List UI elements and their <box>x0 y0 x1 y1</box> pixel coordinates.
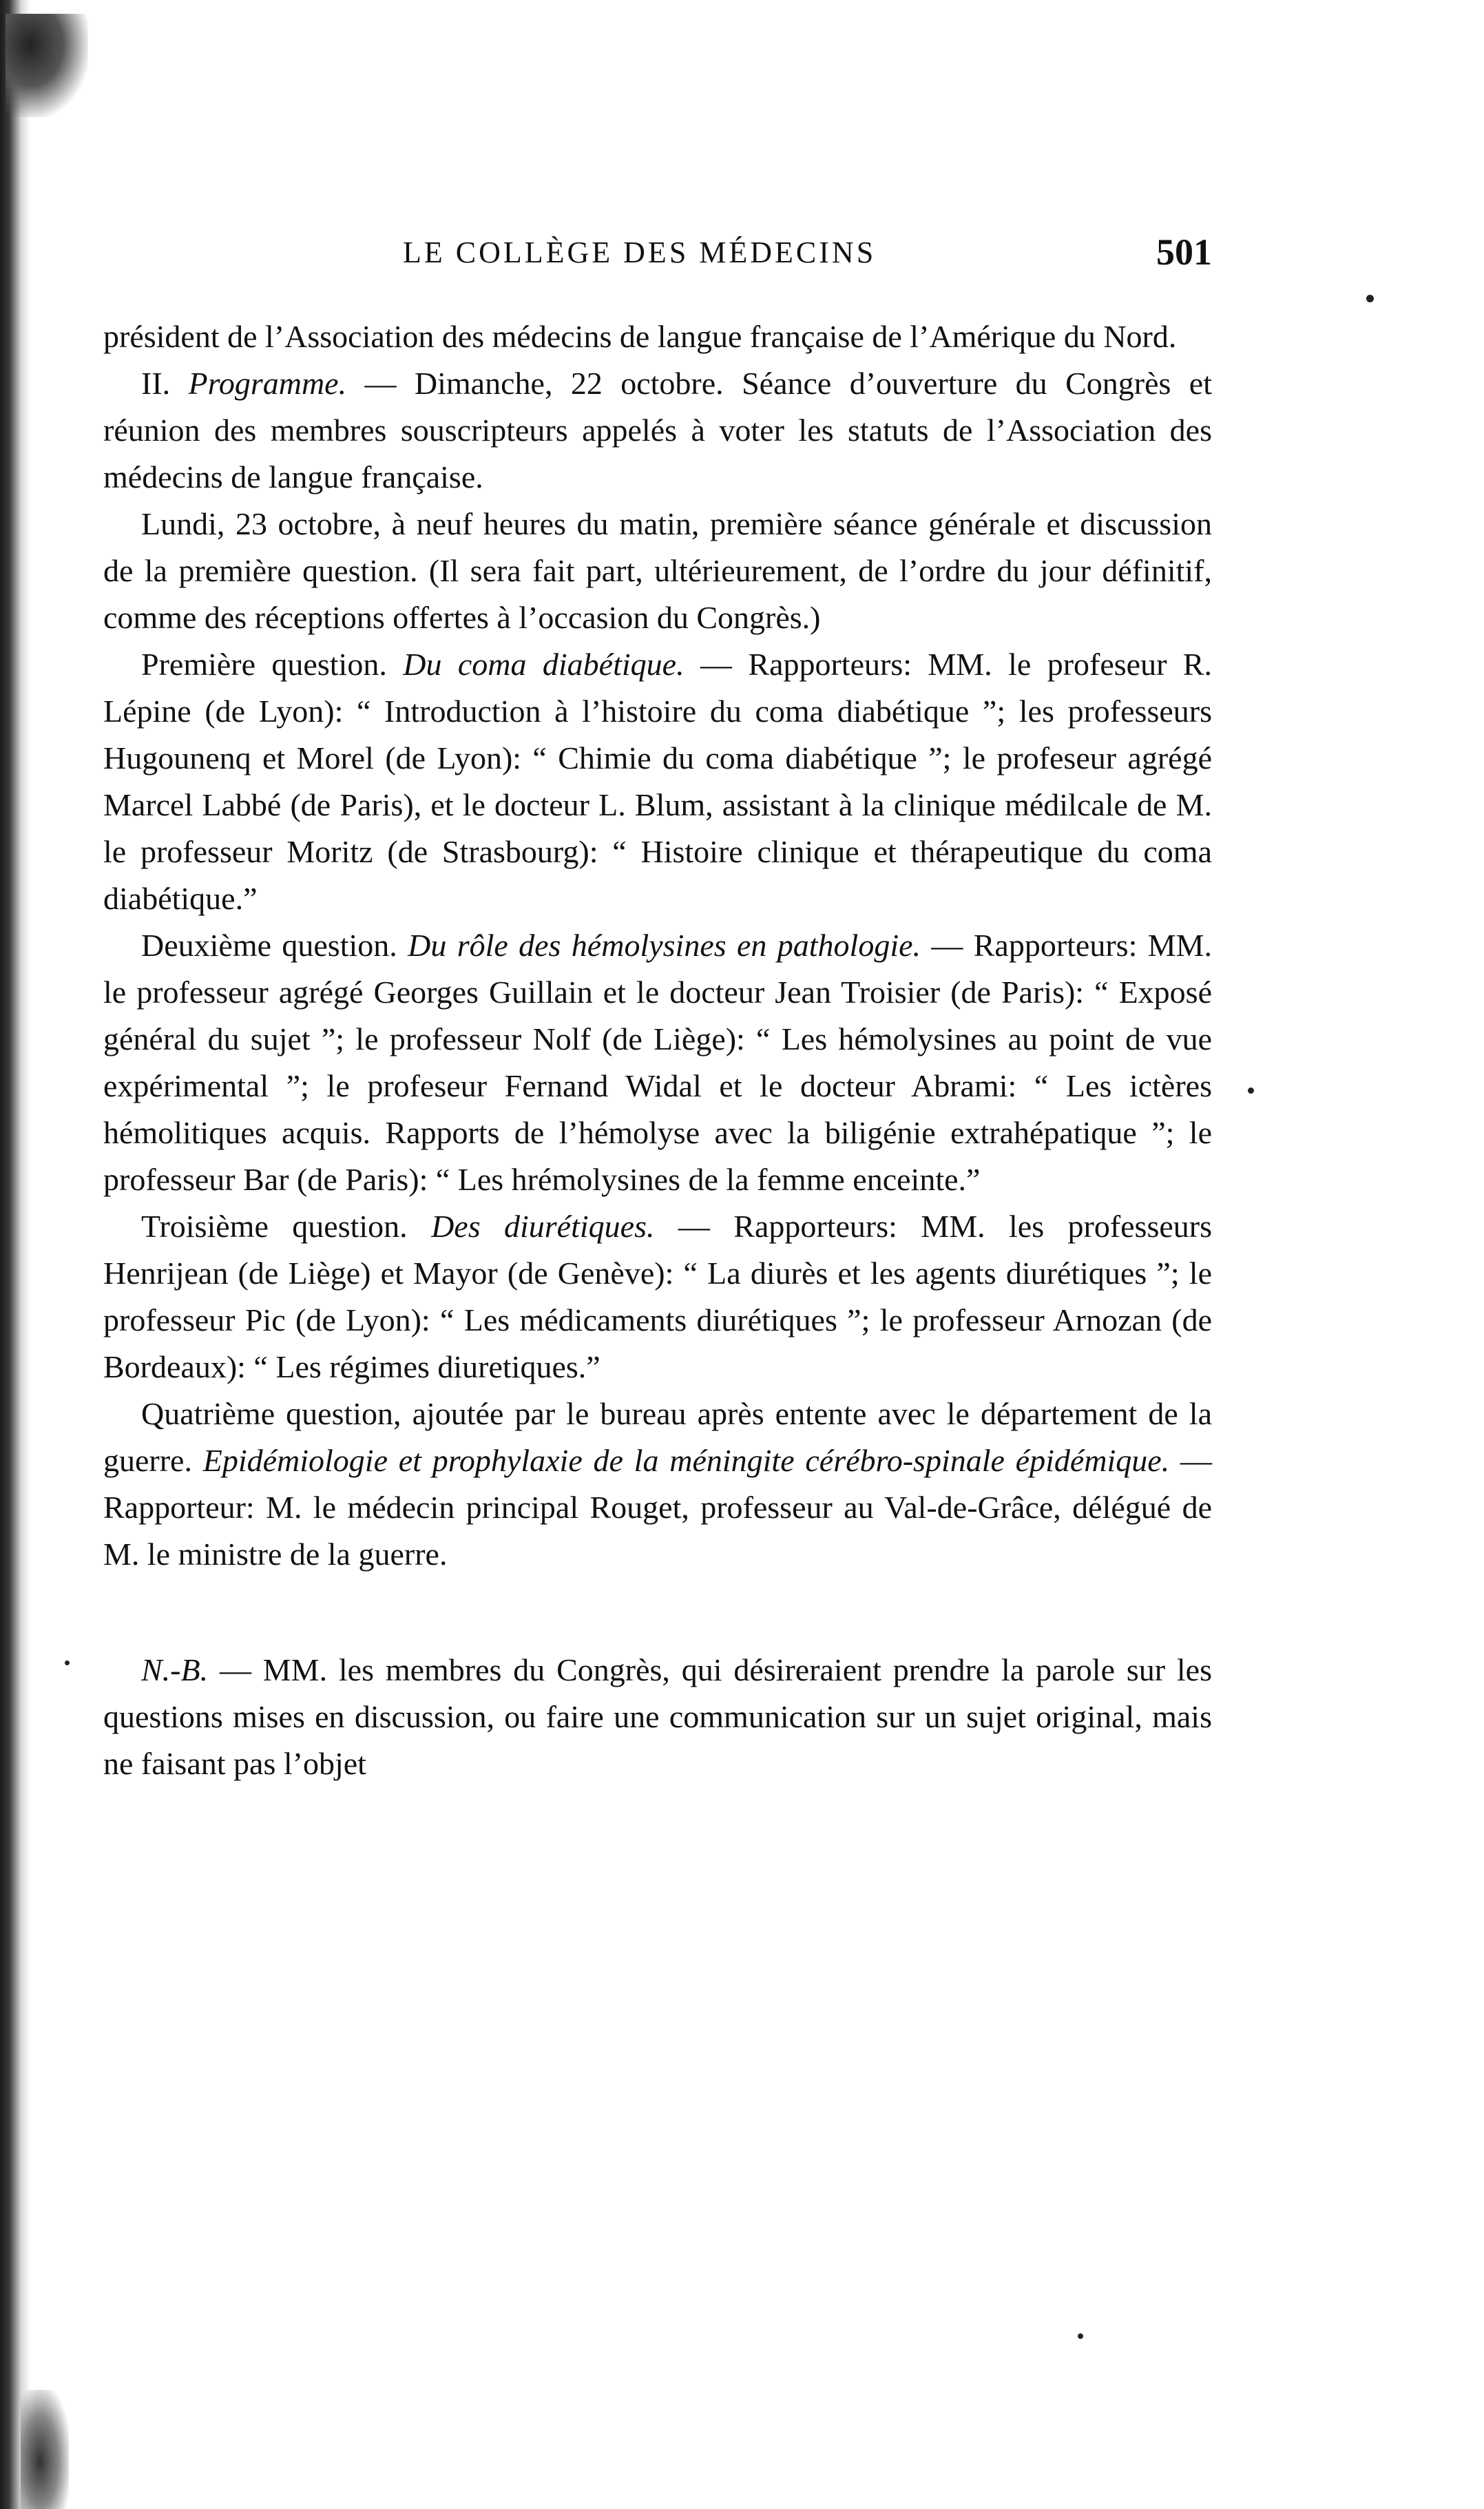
italic-text: Des diurétiques. <box>431 1209 655 1244</box>
italic-text: Epidémiologie et prophylaxie de la méningite cérébro-spinale épidémique. <box>202 1443 1170 1478</box>
scan-speck <box>1248 1087 1254 1094</box>
paragraph-p6 <box>103 1203 1212 1391</box>
text-segment: Lundi, 23 octobre, à neuf heures du matin, première séance générale et discussion de la première question. (Il sera fait part, ultérieurement, de l’ordre du jour définitif, comme des réceptions offertes à l’occasion du Congrès.) <box>103 506 1212 635</box>
text-segment: Première question. <box>141 647 404 682</box>
running-title: LE COLLÈGE DES MÉDECINS <box>403 236 877 269</box>
text-segment: Deuxième question. <box>141 928 408 963</box>
paragraph-p2 <box>103 360 1212 501</box>
scan-speck <box>1078 2333 1083 2339</box>
paragraph-p7 <box>103 1391 1212 1578</box>
text-segment: — Rapporteurs: MM. le professeur agrégé Georges Guillain et le docteur Jean Troisier (de Paris): “ Exposé général du sujet ”; le professeur Nolf (de Liège): “ Les hémolysines au point de vue expérimental ”; le profeseur Fernand Widal et le docteur Abrami: “ Les ictères hémolitiques acquis. Rapports de l’hémolyse avec la biligénie extrahépatique ”; le professeur Bar (de Paris): “ Les hrémolysines de la femme enceinte.” <box>103 928 1212 1197</box>
scan-speck <box>65 1660 70 1665</box>
body-text <box>103 313 1212 1787</box>
italic-text: N.-B. <box>141 1652 209 1687</box>
text-segment: — Rapporteurs: MM. les professeurs Henrijean (de Liège) et Mayor (de Genève): “ La diurès et les agents diurétiques ”; le professeur Pic (de Lyon): “ Les médicaments diurétiques ”; le professeur Arnozan (de Bordeaux): “ Les régimes diuretiques.” <box>103 1209 1212 1384</box>
text-segment: — MM. les membres du Congrès, qui désireraient prendre la parole sur les questions mises en discussion, ou faire une communication sur un sujet original, mais ne faisant pas l’objet <box>103 1652 1212 1781</box>
paragraph-p1 <box>103 313 1212 360</box>
text-segment: — Dimanche, 22 octobre. Séance d’ouverture du Congrès et réunion des membres souscripteurs appelés à voter les statuts de l’Association des médecins de langue française. <box>103 366 1212 494</box>
text-segment: Troisième question. <box>141 1209 432 1244</box>
text-segment: président de l’Association des médecins de langue française de l’Amérique du Nord. <box>103 319 1177 354</box>
scan-mark-top <box>6 14 88 117</box>
paragraph-p3 <box>103 501 1212 641</box>
page-header <box>403 231 1212 279</box>
book-spine-shadow <box>0 0 30 2509</box>
paragraph-p5 <box>103 922 1212 1203</box>
scan-speck <box>1366 295 1374 302</box>
paragraph-p8 <box>103 1647 1212 1787</box>
text-segment: — Rapporteurs: MM. le profeseur R. Lépine (de Lyon): “ Introduction à l’histoire du coma diabétique ”; les professeurs Hugounenq et Morel (de Lyon): “ Chimie du coma diabétique ”; le profeseur agrégé Marcel Labbé (de Paris), et le docteur L. Blum, assistant à la clinique médilcale de M. le professeur Moritz (de Strasbourg): “ Histoire clinique et thérapeutique du coma diabétique.” <box>103 647 1212 916</box>
italic-text: Programme. <box>188 366 347 401</box>
page-number: 501 <box>1156 231 1212 273</box>
text-segment: II. <box>141 366 189 401</box>
italic-text: Du rôle des hémolysines en pathologie. <box>408 928 921 963</box>
scan-mark-bottom <box>21 2390 69 2509</box>
paragraph-p4 <box>103 641 1212 922</box>
text-segment: Quatrième question, ajoutée par le bureau après entente avec le département de la guerre. <box>103 1396 1212 1478</box>
italic-text: Du coma diabétique. <box>403 647 684 682</box>
text-segment: — Rapporteur: M. le médecin principal Rouget, professeur au Val-de-Grâce, délégué de M. le ministre de la guerre. <box>103 1443 1212 1572</box>
